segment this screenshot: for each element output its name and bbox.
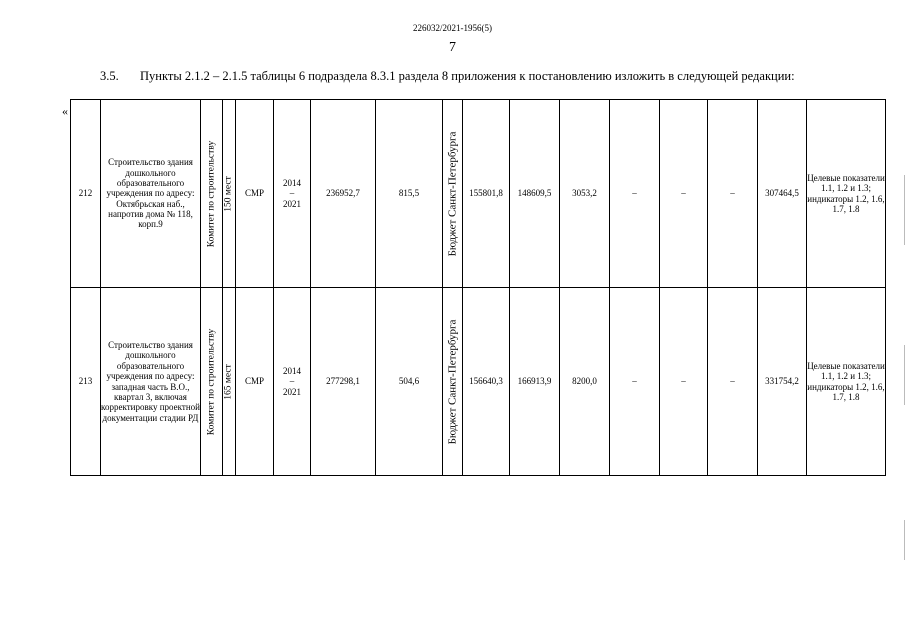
indicators: Целевые показатели 1.1, 1.2 и 1.3; индикаторы 1.2, 1.6, 1.7, 1.8 xyxy=(807,100,886,288)
document-registration-number: 226032/2021-1956(5) xyxy=(413,23,492,33)
capacity-cell xyxy=(223,288,236,476)
executor: Комитет по строительству xyxy=(206,328,217,435)
value-cell: 815,5 xyxy=(376,100,443,288)
value-cell: 504,6 xyxy=(376,288,443,476)
year-end: 2021 xyxy=(283,198,301,209)
year-start: 2014 xyxy=(283,177,301,188)
object-name: Строительство здания дошкольного образовательного учреждения по адресу: западная часть В.О., квартал 3, включая корректировку проектной документации стадии РД xyxy=(101,288,201,476)
executor-cell xyxy=(201,100,223,288)
paragraph-number: 3.5. xyxy=(100,69,119,83)
capacity-cell xyxy=(223,100,236,288)
object-name: Строительство здания дошкольного образовательного учреждения по адресу: Октябрьская наб., напротив дома № 118, корп.9 xyxy=(101,100,201,288)
funding-source-cell xyxy=(443,288,463,476)
work-type: СМР xyxy=(236,288,274,476)
open-quote-mark: « xyxy=(62,104,68,118)
years-cell xyxy=(274,100,311,288)
total-cell: 331754,2 xyxy=(758,288,807,476)
funding-source-cell xyxy=(443,100,463,288)
row-number: 212 xyxy=(71,100,101,288)
value-cell: – xyxy=(610,100,660,288)
value-cell: – xyxy=(708,100,758,288)
table-row xyxy=(71,100,886,288)
value-cell: 155801,8 xyxy=(463,100,510,288)
value-cell: – xyxy=(660,100,708,288)
value-cell: – xyxy=(708,288,758,476)
value-cell: 148609,5 xyxy=(510,100,560,288)
total-cost: 277298,1 xyxy=(311,288,376,476)
funding-source: Бюджет Санкт-Петербурга xyxy=(446,131,459,256)
value-cell: – xyxy=(610,288,660,476)
value-cell: 156640,3 xyxy=(463,288,510,476)
year-dash: – xyxy=(289,376,295,387)
total-cell: 307464,5 xyxy=(758,100,807,288)
work-type: СМР xyxy=(236,100,274,288)
capacity: 150 мест xyxy=(223,175,234,212)
table-row xyxy=(71,288,886,476)
executor: Комитет по строительству xyxy=(206,140,217,247)
executor-cell xyxy=(201,288,223,476)
capacity: 165 мест xyxy=(223,363,234,400)
year-end: 2021 xyxy=(283,386,301,397)
indicators: Целевые показатели 1.1, 1.2 и 1.3; индикаторы 1.2, 1.6, 1.7, 1.8 xyxy=(807,288,886,476)
page-number: 7 xyxy=(449,40,456,55)
program-table xyxy=(70,99,886,476)
year-dash: – xyxy=(289,188,295,199)
paragraph-text: Пункты 2.1.2 – 2.1.5 таблицы 6 подраздела 8.3.1 раздела 8 приложения к постановлению изложить в следующей редакции: xyxy=(140,69,795,83)
value-cell: 166913,9 xyxy=(510,288,560,476)
funding-source: Бюджет Санкт-Петербурга xyxy=(446,319,459,444)
year-start: 2014 xyxy=(283,365,301,376)
value-cell: 8200,0 xyxy=(560,288,610,476)
value-cell: – xyxy=(660,288,708,476)
row-number: 213 xyxy=(71,288,101,476)
value-cell: 3053,2 xyxy=(560,100,610,288)
paragraph xyxy=(100,69,795,84)
years-cell xyxy=(274,288,311,476)
total-cost: 236952,7 xyxy=(311,100,376,288)
